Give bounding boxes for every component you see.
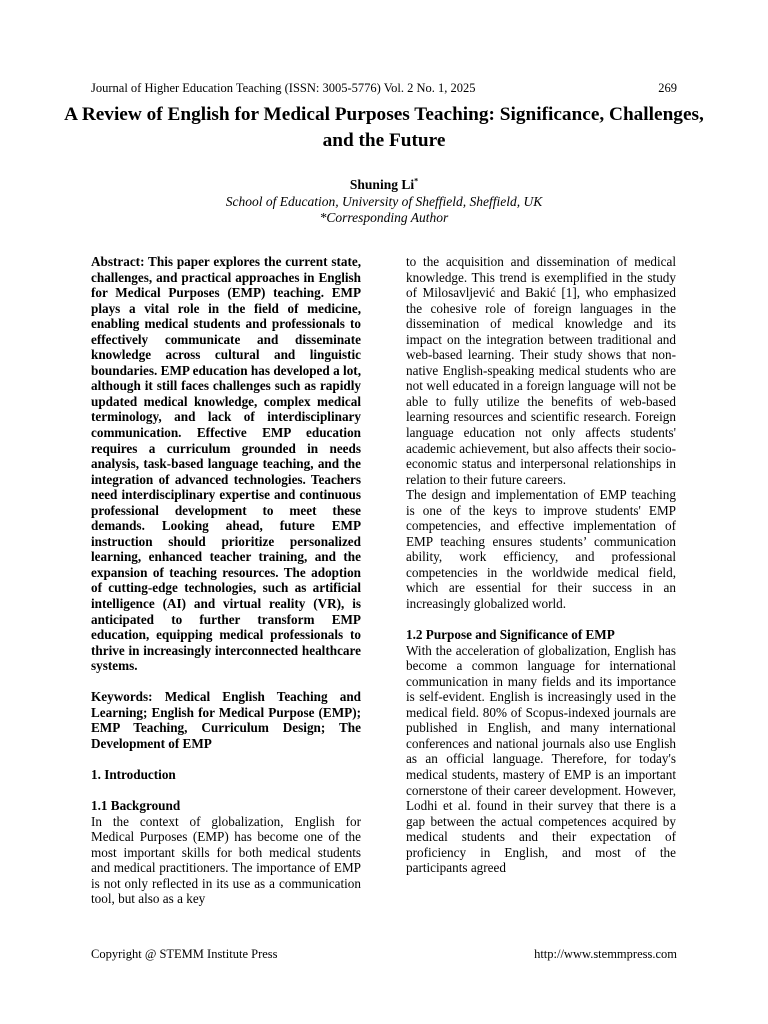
background-paragraph-1-continued: to the acquisition and dissemination of medical knowledge. This trend is exemplified in the study of Milosavljević and Bakić [1], who emphasized the cohesive role of foreign languages in the dissemination of medical knowledge and its impact on the integration between traditional and web-based learning. Their study shows that non-native English-speaking medical students who are not well educated in a foreign language will not be able to fully utilize the benefits of web-based learning resources and scientific research. Foreign language education not only affects students' academic achievement, but also affects their socio-economic status and interpersonal relationships in relation to their future careers. (406, 254, 676, 487)
paper-title: A Review of English for Medical Purposes Teaching: Significance, Challenges, and the Future (64, 104, 704, 151)
section-heading-introduction: 1. Introduction (91, 766, 176, 782)
left-column (91, 254, 361, 907)
section-heading-purpose: 1.2 Purpose and Significance of EMP (406, 627, 615, 643)
author-line (60, 177, 708, 193)
abstract: Abstract: This paper explores the current state, challenges, and practical approaches in English for Medical Purposes (EMP) teaching. EMP plays a vital role in the field of medicine, enabling medical students and professionals to effectively communicate and disseminate knowledge across cultural and linguistic boundaries. EMP education has developed a lot, although it still faces challenges such as rapidly updated medical knowledge, complex medical terminology, and lack of interdisciplinary communication. Effective EMP education requires a curriculum grounded in needs analysis, task-based language teaching, and the integration of advanced technologies. Teachers need interdisciplinary expertise and continuous professional development to meet these demands. Looking ahead, future EMP instruction should prioritize personalized learning, enhanced teacher training, and the expansion of teaching resources. The adoption of cutting-edge technologies, such as artificial intelligence (AI) and virtual reality (VR), is anticipated to further transform EMP education, equipping medical professionals to thrive in increasingly interconnected healthcare systems. (91, 254, 361, 674)
keywords: Keywords: Medical English Teaching and Learning; English for Medical Purpose (EMP); EMP Teaching, Curriculum Design; The Development of EMP (91, 689, 361, 751)
page-number: 269 (658, 81, 677, 95)
journal-info: Journal of Higher Education Teaching (ISSN: 3005-5776) Vol. 2 No. 1, 2025 (91, 81, 476, 95)
author-name: Shuning Li (349, 177, 415, 192)
corresponding-note: *Corresponding Author (319, 210, 449, 225)
background-paragraph-2: The design and implementation of EMP teaching is one of the keys to improve students' EMP competencies, and effective implementation of EMP teaching ensures students’ communication ability, work efficiency, and professional competencies in the worldwide medical field, which are essential for their success in an increasingly globalized world. (406, 487, 676, 612)
publisher-url: http://www.stemmpress.com (534, 947, 677, 961)
running-header (91, 81, 677, 99)
section-heading-background: 1.1 Background (91, 798, 181, 813)
right-column (406, 254, 676, 876)
author-mark: * (414, 176, 419, 186)
page-footer (91, 947, 677, 963)
author-affiliation: School of Education, University of Sheffield, Sheffield, UK (225, 194, 543, 209)
background-paragraph-1: In the context of globalization, English for Medical Purposes (EMP) has become one of the most important skills for both medical students and medical practitioners. The importance of EMP is not only reflected in its use as a communication tool, but also as a key (91, 813, 361, 907)
copyright: Copyright @ STEMM Institute Press (91, 947, 278, 961)
purpose-paragraph-1: With the acceleration of globalization, English has become a common language for international communication in many fields and its importance is self-evident. English is increasingly used in the medical field. 80% of Scopus-indexed journals are published in English, and many international conferences and national journals also use English as an official language. Therefore, for today's medical students, mastery of EMP is an important cornerstone of their career development. However, Lodhi et al. found in their survey that there is a gap between the actual competences acquired by medical students and their expectation of proficiency in English, and most of the participants agreed (406, 642, 676, 876)
